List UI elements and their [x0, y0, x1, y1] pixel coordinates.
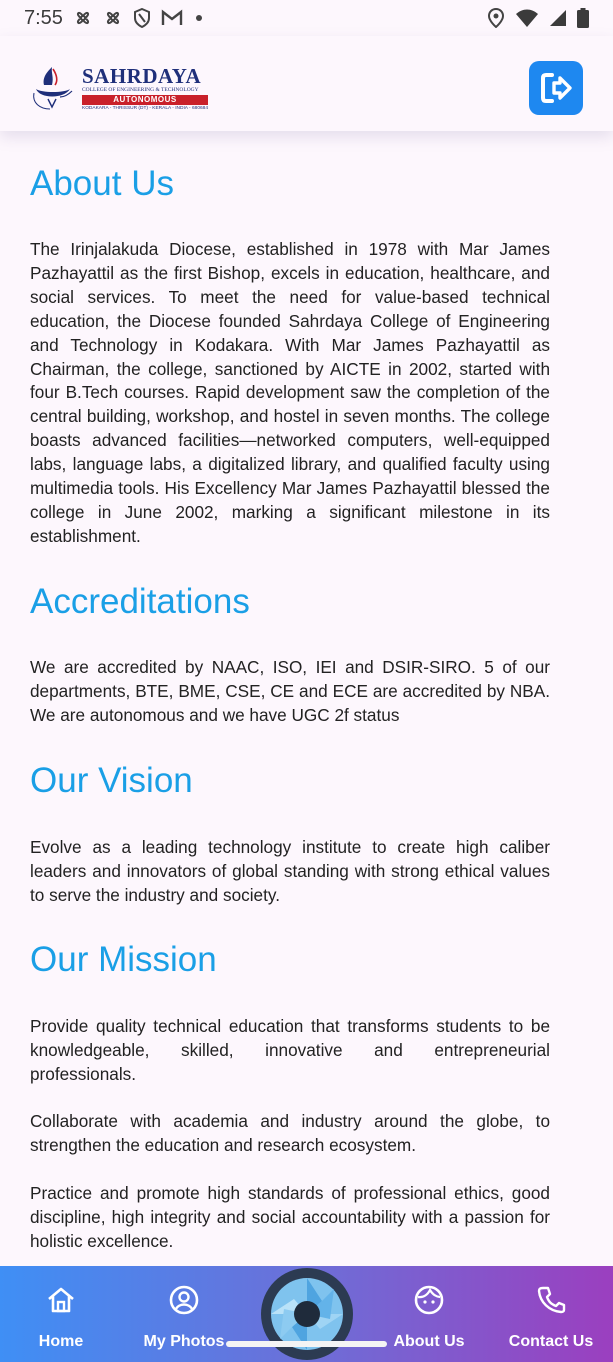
face-icon [413, 1284, 445, 1316]
mission-title: Our Mission [30, 940, 217, 979]
nav-home[interactable] [0, 1266, 122, 1362]
vision-title: Our Vision [30, 761, 193, 800]
shield-icon [133, 8, 151, 28]
accreditations-title: Accreditations [30, 582, 250, 621]
location-icon [487, 8, 505, 28]
home-icon [45, 1284, 77, 1316]
fan-icon [103, 8, 123, 28]
nav-contact-us-label: Contact Us [508, 1333, 594, 1350]
logout-button[interactable] [529, 61, 583, 115]
accreditations-body: We are accredited by NAAC, ISO, IEI and DSIR-SIRO. 5 of our departments, BTE, BME, CSE, CE and ECE are accredited by NBA. We are autonomous and we have UGC 2f status [30, 657, 550, 725]
nav-home-label: Home [38, 1333, 84, 1350]
content-scroll[interactable] [30, 131, 550, 1266]
nav-my-photos-label: My Photos [143, 1333, 225, 1350]
gesture-bar[interactable] [226, 1341, 387, 1347]
status-bar [0, 0, 613, 36]
mission-item: Practice and promote high standards of professional ethics, good discipline, high integrity and social accountability with a passion for holistic excellence. [30, 1183, 550, 1251]
gmail-icon [161, 9, 183, 27]
mission-item: Provide quality technical education that transforms students to be knowledgeable, skilled, innovative and entrepreneurial professionals. [30, 1016, 550, 1084]
lamp-emblem-icon [30, 63, 76, 113]
logo-subtitle: COLLEGE OF ENGINEERING & TECHNOLOGY [82, 86, 199, 93]
nav-contact-us[interactable] [490, 1266, 612, 1362]
logout-icon [538, 70, 574, 106]
about-body: The Irinjalakuda Diocese, established in 1978 with Mar James Pazhayattil as the first Bishop, excels in education, healthcare, and social services. To meet the need for value-based technical education, the Diocese founded Sahrdaya College of Engineering and Technology in Kodakara. With Mar James Pazhayattil as Chairman, the college, sanctioned by AICTE in 2002, started with four B.Tech courses. Rapid development saw the completion of the central building, workshop, and hostel in seven months. The college boasts advanced facilities—networked computers, well-equipped labs, language labs, a digitalized library, and qualified faculty using multimedia tools. His Excellency Mar James Pazhayattil blessed the college in June 2002, marking a significant milestone in its establishment. [30, 239, 550, 546]
logo-address: KODAKARA - THRISSUR (DT) - KERALA - INDIA - 680684 [82, 105, 208, 111]
fan-icon [73, 8, 93, 28]
phone-icon [535, 1284, 567, 1316]
app-header [0, 36, 613, 131]
wifi-icon [515, 8, 539, 28]
logo-name: SAHRDAYA [82, 63, 202, 88]
nav-about-us[interactable] [368, 1266, 490, 1362]
user-circle-icon [168, 1284, 200, 1316]
nav-about-us-label: About Us [393, 1333, 465, 1350]
college-logo [30, 60, 220, 116]
logo-badge: AUTONOMOUS [82, 95, 208, 105]
nav-my-photos[interactable] [123, 1266, 245, 1362]
mission-item: Collaborate with academia and industry around the globe, to strengthen the education and research ecosystem. [30, 1111, 550, 1155]
vision-body: Evolve as a leading technology institute to create high caliber leaders and innovators of global standing with strong ethical values to serve the industry and society. [30, 837, 550, 905]
signal-icon [549, 9, 567, 27]
about-title: About Us [30, 164, 174, 203]
battery-icon [577, 8, 589, 28]
status-time: 7:55 [24, 6, 63, 29]
dot-icon [193, 12, 205, 24]
